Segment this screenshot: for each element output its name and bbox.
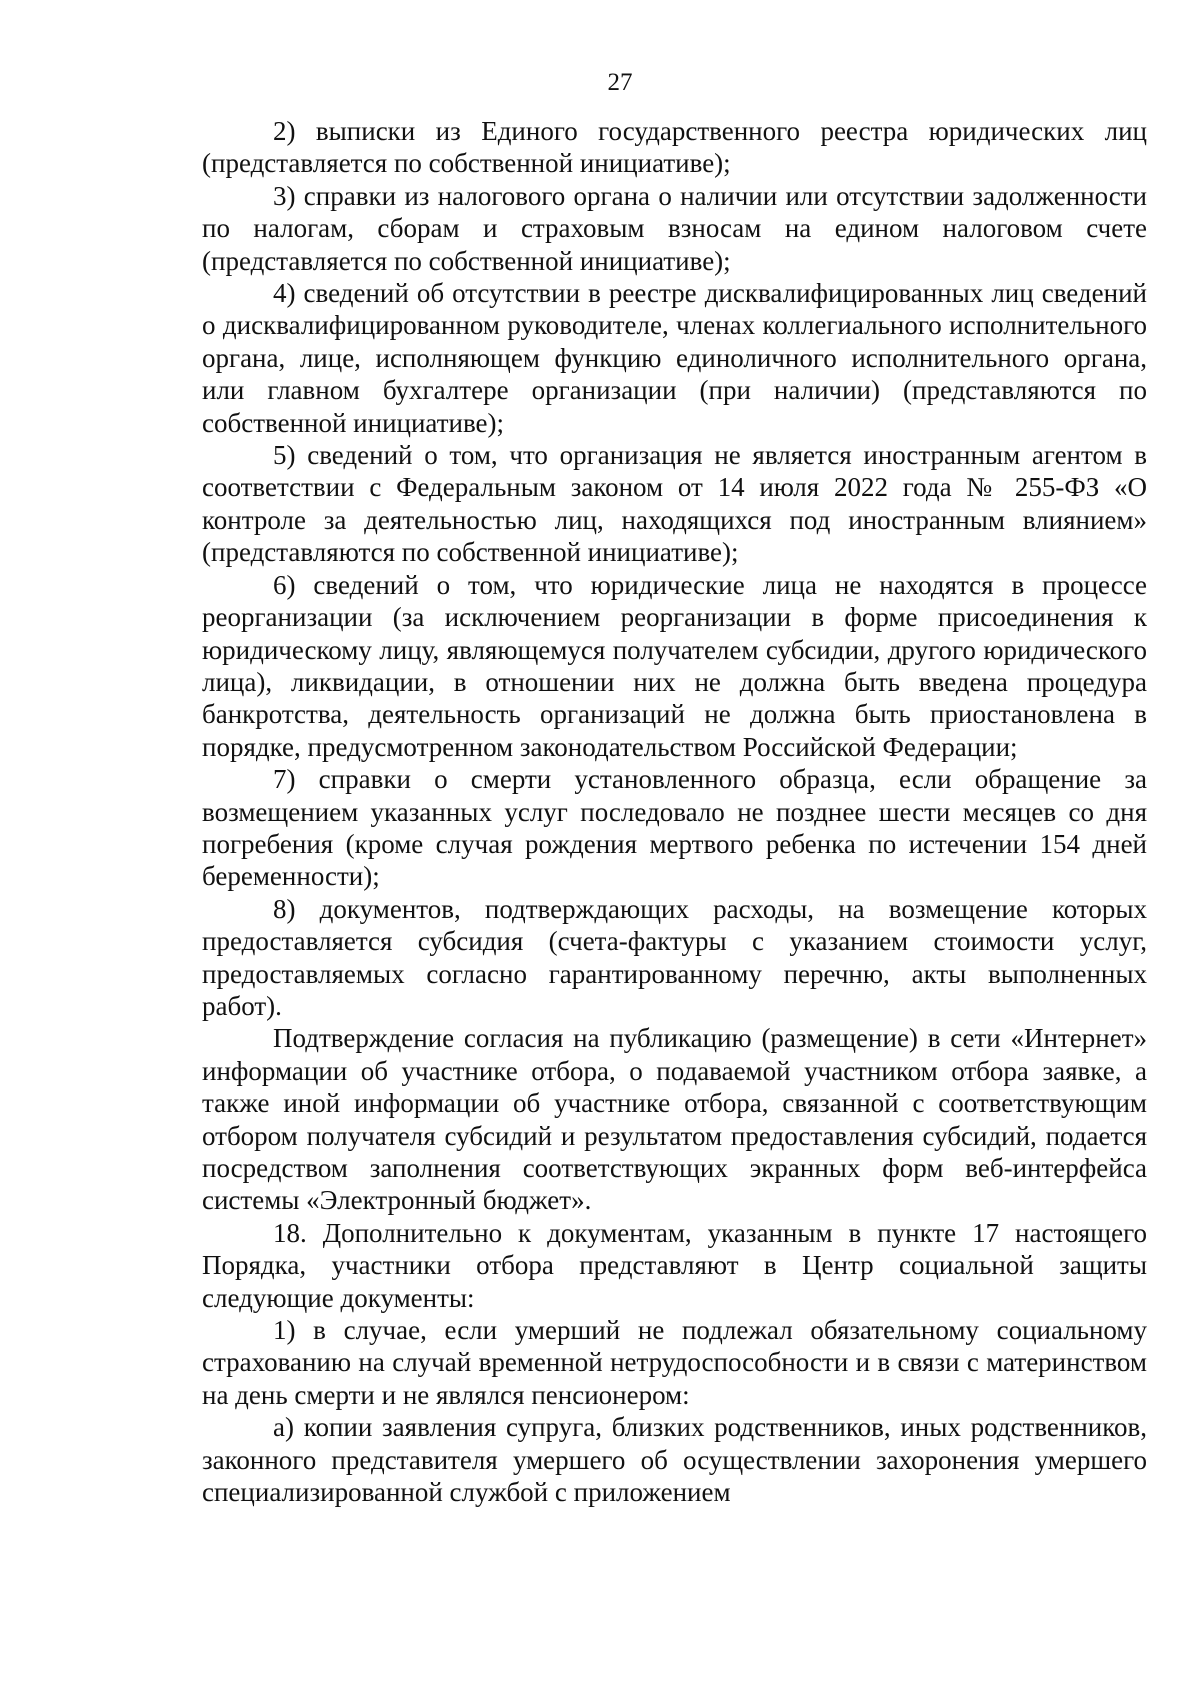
document-body [202,115,1147,1508]
paragraph-item-3-tax-certificate: 3) справки из налогового органа о наличии или отсутствии задолженности по налогам, сборам и страховым взносам на едином налоговом счете (представляется по собственной инициативе); [202,180,1147,276]
page-number: 27 [607,69,633,96]
paragraph-clause-18-item-1a: а) копии заявления супруга, близких родственников, иных родственников, законного представителя умершего об осуществлении захоронения умершего специализированной службой с приложением [202,1412,1147,1508]
paragraph-item-6-reorganization: 6) сведений о том, что юридические лица не находятся в процессе реорганизации (за исключением реорганизации в форме присоединения к юридическому лицу, являющемуся получателем субсидии, другого юридического лица), ликвидации, в отношении них не должна быть введена процедура банкротства, деятельность организаций не должна быть приостановлена в порядке, предусмотренном законодательством Российской Федерации; [202,569,1147,762]
paragraph-consent-publication: Подтверждение согласия на публикацию (размещение) в сети «Интернет» информации об участнике отбора, о подаваемой участником отбора заявке, а также иной информации об участнике отбора, связанной с соответствующим отбором получателя субсидий и результатом предоставления субсидий, подается посредством заполнения соответствующих экранных форм веб-интерфейса системы «Электронный бюджет». [202,1023,1147,1216]
paragraph-item-5-foreign-agent: 5) сведений о том, что организация не является иностранным агентом в соответствии с Федеральным законом от 14 июля 2022 года № 255-ФЗ «О контроле за деятельностью лиц, находящихся под иностранным влиянием» (представляются по собственной инициативе); [202,440,1147,568]
paragraph-item-2-egrul-extract: 2) выписки из Единого государственного реестра юридических лиц (представляется по собственной инициативе); [202,116,1147,179]
paragraph-item-4-disqualified-registry: 4) сведений об отсутствии в реестре дисквалифицированных лиц сведений о дисквалифицированном руководителе, членах коллегиального исполнительного органа, лице, исполняющем функцию единоличного исполнительного органа, или главном бухгалтере организации (при наличии) (представляются по собственной инициативе); [202,278,1147,438]
paragraph-clause-18: 18. Дополнительно к документам, указанным в пункте 17 настоящего Порядка, участники отбора представляют в Центр социальной защиты следующие документы: [202,1217,1147,1313]
paragraph-clause-18-item-1: 1) в случае, если умерший не подлежал обязательному социальному страхованию на случай временной нетрудоспособности и в связи с материнством на день смерти и не являлся пенсионером: [202,1315,1147,1410]
paragraph-item-7-death-certificate: 7) справки о смерти установленного образца, если обращение за возмещением указанных услуг последовало не позднее шести месяцев со дня погребения (кроме случая рождения мертвого ребенка по истечении 154 дней беременности); [202,764,1147,892]
paragraph-item-8-expense-documents: 8) документов, подтверждающих расходы, на возмещение которых предоставляется субсидия (счета-фактуры с указанием стоимости услуг, предоставляемых согласно гарантированному перечню, акты выполненных работ). [202,893,1147,1021]
